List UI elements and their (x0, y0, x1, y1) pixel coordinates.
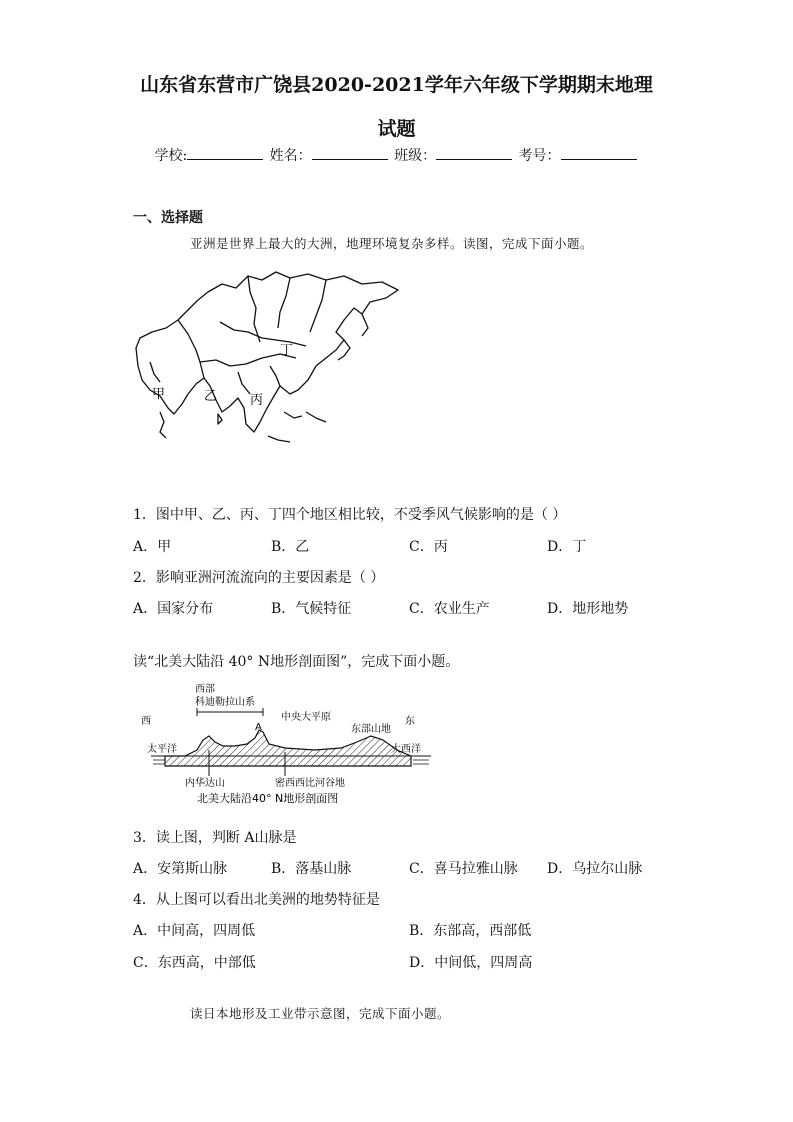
intro-profile: 读“北美大陆沿 40° N地形剖面图”，完成下面小题。 (133, 654, 460, 670)
section-heading: 一、选择题 (133, 210, 203, 226)
label-east-mtn: 东部山地 (351, 724, 391, 735)
q1-option-a[interactable]: A．甲 (133, 539, 172, 555)
field-school-label: 学校: (154, 148, 188, 164)
label-nevada: 内华达山 (185, 778, 225, 789)
field-class-label: 班级： (394, 148, 437, 164)
q4-option-a[interactable]: A．中间高，四周低 (133, 923, 256, 939)
q3-option-c[interactable]: C．喜马拉雅山脉 (409, 861, 518, 877)
label-mississippi: 密西西比河谷地 (275, 778, 345, 789)
question-1: 1．图中甲、乙、丙、丁四个地区相比较，不受季风气候影响的是（ ） (133, 507, 567, 523)
map-label-bing: 丙 (250, 393, 264, 408)
exam-title-line2: 试题 (377, 118, 416, 140)
student-info-fields (0, 145, 793, 165)
q2-option-d[interactable]: D．地形地势 (547, 601, 629, 617)
q2-option-b[interactable]: B．气候特征 (271, 601, 352, 617)
label-west-range-1: 西部 (195, 684, 215, 695)
asia-map (130, 262, 410, 452)
label-a: A (255, 722, 262, 733)
q1-option-d[interactable]: D．丁 (547, 539, 587, 555)
q4-option-c[interactable]: C．东西高，中部低 (133, 955, 256, 971)
intro-asia: 亚洲是世界上最大的大洲，地理环境复杂多样。读图，完成下面小题。 (190, 236, 594, 251)
exam-title-line1: 山东省东营市广饶县2020-2021学年六年级下学期期末地理 (140, 74, 653, 96)
label-west: 西 (141, 716, 151, 727)
q2-option-c[interactable]: C．农业生产 (409, 601, 490, 617)
field-id-blank[interactable] (561, 145, 637, 160)
label-east: 东 (405, 716, 415, 727)
asia-outline (136, 272, 398, 432)
q3-option-a[interactable]: A．安第斯山脉 (133, 861, 228, 877)
label-plain: 中央大平原 (281, 712, 331, 723)
field-name-label: 姓名： (269, 148, 312, 164)
q1-option-b[interactable]: B．乙 (271, 539, 310, 555)
q1-option-c[interactable]: C．丙 (409, 539, 448, 555)
question-3: 3．读上图，判断 A山脉是 (133, 830, 297, 846)
field-school-blank[interactable] (187, 145, 263, 160)
question-4: 4．从上图可以看出北美洲的地势特征是 (133, 892, 380, 908)
q4-option-d[interactable]: D．中间低，四周高 (409, 955, 533, 971)
label-west-range-2: 科迪勒拉山系 (195, 697, 255, 708)
label-pacific: 太平洋 (147, 744, 177, 755)
q2-option-a[interactable]: A．国家分布 (133, 601, 214, 617)
map-label-ding: 丁 (280, 343, 294, 358)
label-atlantic: 大西洋 (391, 744, 421, 755)
question-2: 2．影响亚洲河流流向的主要因素是（ ） (133, 570, 385, 586)
field-class-blank[interactable] (436, 145, 512, 160)
field-name-blank[interactable] (312, 145, 388, 160)
intro-japan: 读日本地形及工业带示意图，完成下面小题。 (190, 1006, 451, 1021)
na-profile-diagram (135, 680, 435, 808)
profile-caption: 北美大陆沿40° N地形剖面图 (197, 792, 339, 805)
q3-option-d[interactable]: D．乌拉尔山脉 (547, 861, 643, 877)
map-label-yi: 乙 (204, 389, 218, 404)
map-label-jia: 甲 (152, 387, 166, 402)
q3-option-b[interactable]: B．落基山脉 (271, 861, 352, 877)
field-id-label: 考号： (518, 148, 561, 164)
terrain-profile (165, 730, 411, 766)
q4-option-b[interactable]: B．东部高，西部低 (409, 923, 532, 939)
